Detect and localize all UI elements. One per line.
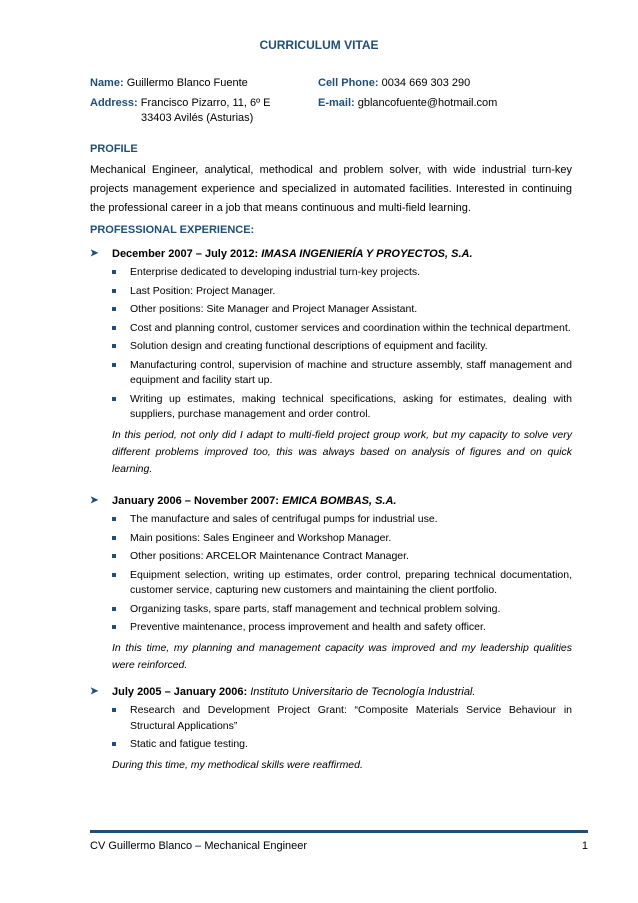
square-bullet-icon — [112, 536, 116, 540]
footer-text: CV Guillermo Blanco – Mechanical Engineer — [90, 840, 308, 852]
profile-text: Mechanical Engineer, analytical, methodical and problem solver, with wide industrial turn-key projects management experience and specialized in automated facilities. Interested in continuing the professional career in a job that means continuous and multi-field learning. — [90, 164, 572, 214]
experience-heading: PROFESSIONAL EXPERIENCE: — [90, 224, 255, 236]
phone-line — [318, 76, 470, 91]
list-item: Equipment selection, writing up estimates, order control, preparing technical documentation, customer service, capturing new customers and maintaining the client portfolio. — [90, 568, 572, 599]
square-bullet-icon — [112, 326, 116, 330]
arrow-bullet-icon: ➤ — [90, 248, 99, 259]
phone-value: 0034 669 303 290 — [381, 77, 471, 89]
job-company: EMICA BOMBAS, S.A. — [282, 495, 397, 507]
list-item: Main positions: Sales Engineer and Workshop Manager. — [90, 531, 572, 547]
list-item: Static and fatigue testing. — [90, 737, 572, 753]
job-header — [90, 493, 572, 509]
email-label: E-mail: — [318, 97, 355, 109]
list-item: Research and Development Project Grant: “Composite Materials Service Behaviour in Structural Applications” — [90, 703, 572, 734]
job-dates: December 2007 – July 2012: — [112, 248, 259, 260]
square-bullet-icon — [112, 270, 116, 274]
square-bullet-icon — [112, 573, 116, 577]
job-note: During this time, my methodical skills were reaffirmed. — [112, 758, 363, 771]
arrow-bullet-icon: ➤ — [90, 495, 99, 506]
square-bullet-icon — [112, 289, 116, 293]
list-item: Writing up estimates, making technical specifications, asking for estimates, dealing with suppliers, purchase management and order control. — [90, 392, 572, 423]
footer-divider — [90, 830, 588, 833]
square-bullet-icon — [112, 363, 116, 367]
phone-label: Cell Phone: — [318, 77, 379, 89]
square-bullet-icon — [112, 708, 116, 712]
list-item: Solution design and creating functional descriptions of equipment and facility. — [90, 339, 572, 355]
square-bullet-icon — [112, 742, 116, 746]
address-line — [90, 96, 271, 111]
square-bullet-icon — [112, 625, 116, 629]
arrow-bullet-icon: ➤ — [90, 686, 99, 697]
job-entry — [90, 493, 572, 674]
job-header — [90, 684, 572, 700]
job-note: In this period, not only did I adapt to multi-field project group work, but my capacity to solve very different problems improved too, this was always based on analysis of figures and on quick learning. — [112, 428, 572, 475]
list-item: Cost and planning control, customer services and coordination within the technical department. — [90, 321, 572, 337]
name-value: Guillermo Blanco Fuente — [126, 77, 248, 89]
name-label: Name: — [90, 77, 124, 89]
page-footer — [90, 840, 588, 852]
square-bullet-icon — [112, 344, 116, 348]
job-dates: July 2005 – January 2006: — [112, 686, 248, 698]
job-company: IMASA INGENIERÍA Y PROYECTOS, S.A. — [261, 248, 473, 260]
document-title: CURRICULUM VITAE — [259, 38, 379, 52]
list-item: Other positions: Site Manager and Project Manager Assistant. — [90, 302, 572, 318]
job-entry — [90, 684, 572, 774]
address-value-1: Francisco Pizarro, 11, 6º E — [140, 97, 271, 109]
job-header — [90, 246, 572, 262]
square-bullet-icon — [112, 307, 116, 311]
list-item: Manufacturing control, supervision of machine and structure assembly, staff management and equipment and facility start up. — [90, 358, 572, 389]
email-value: gblancofuente@hotmail.com — [357, 97, 498, 109]
profile-heading: PROFILE — [90, 143, 138, 155]
job-company: Instituto Universitario de Tecnología Industrial. — [250, 686, 476, 698]
email-line — [318, 96, 497, 111]
list-item: The manufacture and sales of centrifugal pumps for industrial use. — [90, 512, 572, 528]
address-line-2: 33403 Avilés (Asturias) — [141, 112, 254, 124]
job-note: In this time, my planning and management capacity was improved and my leadership qualities were reinforced. — [112, 641, 572, 671]
job-entry — [90, 246, 572, 478]
page-number: 1 — [581, 840, 588, 852]
list-item: Preventive maintenance, process improvement and health and safety officer. — [90, 620, 572, 636]
name-line — [90, 76, 248, 91]
job-dates: January 2006 – November 2007: — [112, 495, 279, 507]
list-item: Organizing tasks, spare parts, staff management and technical problem solving. — [90, 602, 572, 618]
list-item: Other positions: ARCELOR Maintenance Contract Manager. — [90, 549, 572, 565]
address-label: Address: — [90, 97, 138, 109]
square-bullet-icon — [112, 554, 116, 558]
square-bullet-icon — [112, 517, 116, 521]
list-item: Enterprise dedicated to developing industrial turn-key projects. — [90, 265, 572, 281]
square-bullet-icon — [112, 607, 116, 611]
square-bullet-icon — [112, 397, 116, 401]
list-item: Last Position: Project Manager. — [90, 284, 572, 300]
